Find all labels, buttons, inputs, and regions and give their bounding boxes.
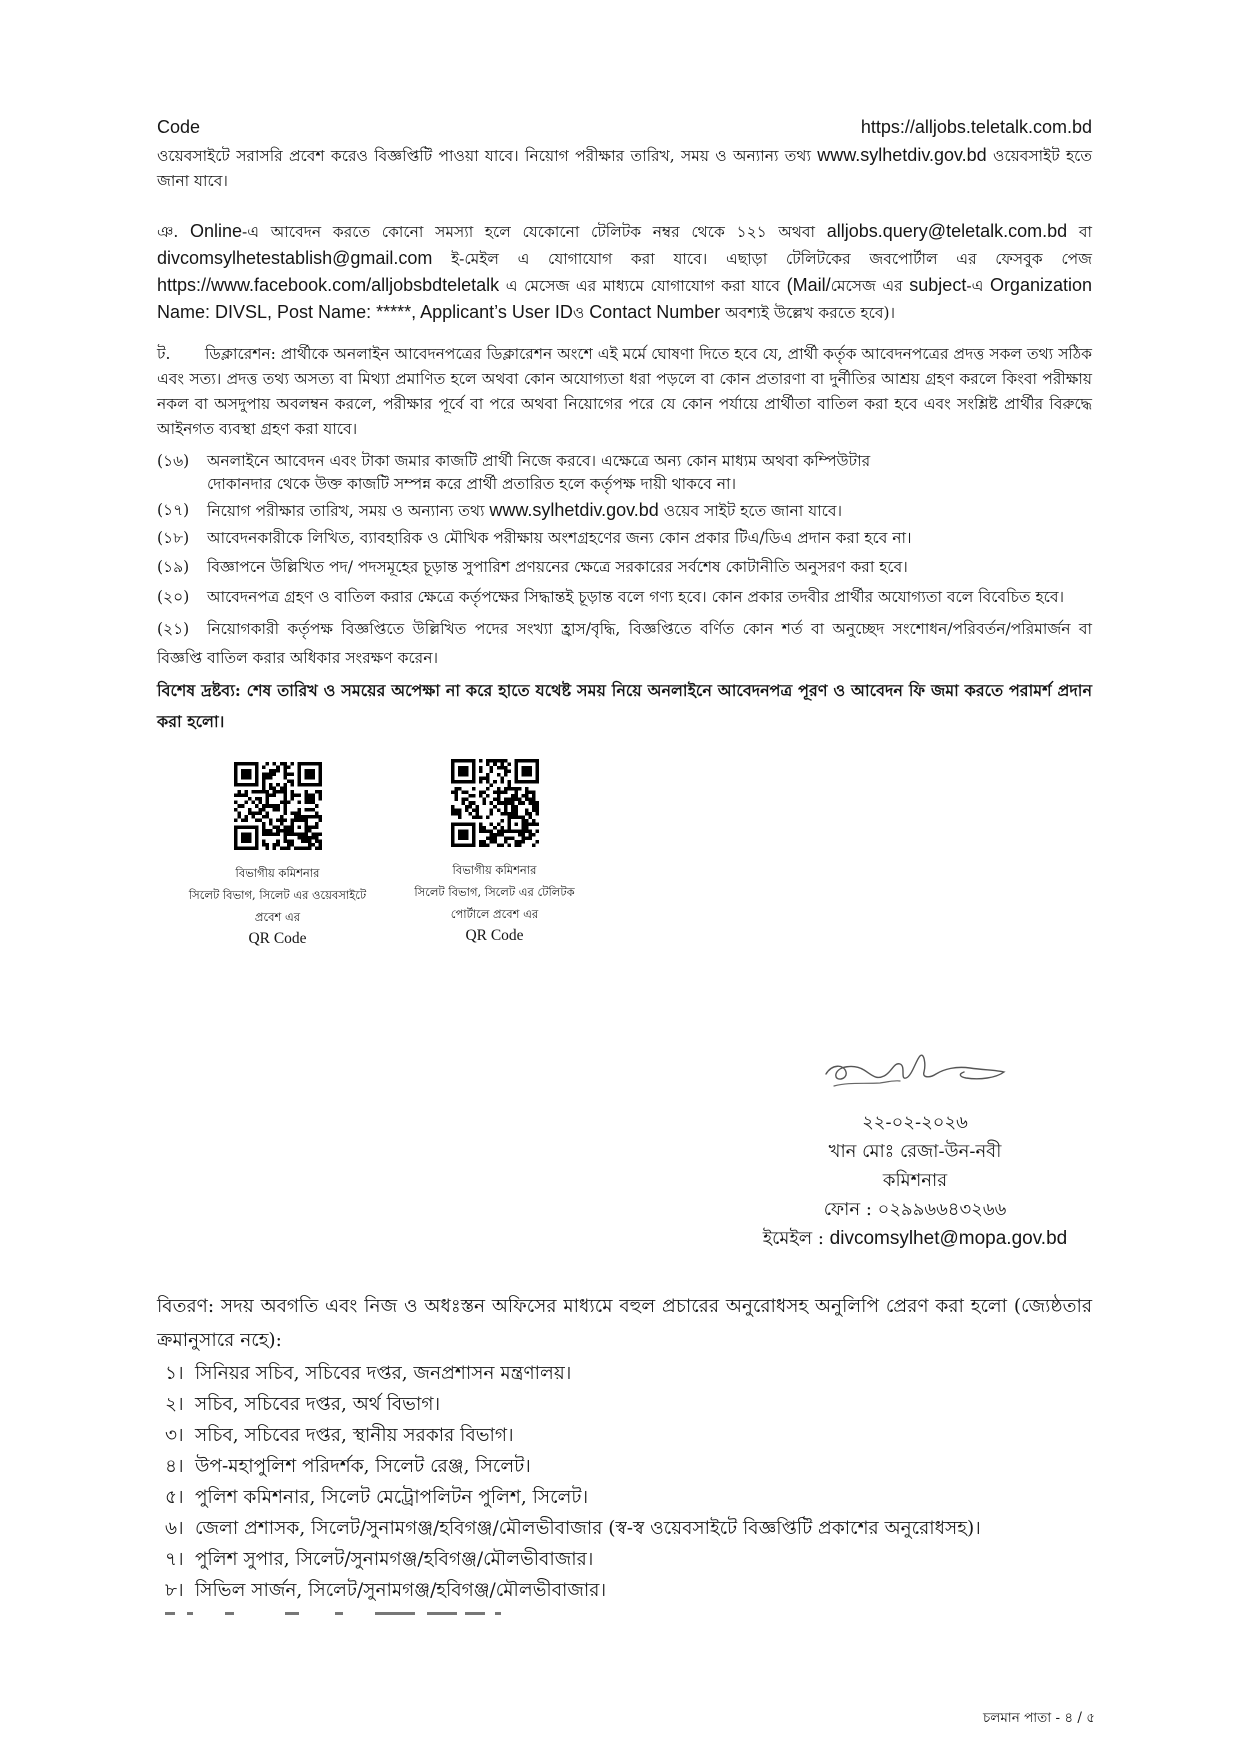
paragraph-text: অবশ্যই উল্লেখ করতে হবে)। bbox=[720, 304, 896, 322]
paragraph-nya bbox=[157, 218, 1092, 326]
condition-21 bbox=[157, 615, 1092, 673]
recipient-item bbox=[157, 1451, 1092, 1482]
condition-number: (১৭) bbox=[157, 501, 190, 519]
recipient-number: ৫। bbox=[165, 1487, 184, 1508]
qr-code-website bbox=[234, 762, 322, 850]
paragraph-label: ট. bbox=[157, 345, 171, 363]
intro-text-end: ওয়েবসাইট হতে জানা যাবে। bbox=[157, 147, 1092, 190]
condition-text: নিয়োগকারী কর্তৃপক্ষ বিজ্ঞপ্তিতে উল্লিখিত পদের সংখ্যা হ্রাস/বৃদ্ধি, বিজ্ঞপ্তিতে বর্ণিত কোন শর্ত বা অনুচ্ছেদ সংশোধন/পরিবর্তন/পরিমার্জন বা বিজ্ঞপ্তি বাতিল করার অধিকার সংরক্ষণ করেন। bbox=[157, 620, 1092, 667]
online-word: Online bbox=[190, 221, 243, 241]
page-indicator: চলমান পাতা - ৪ / ৫ bbox=[982, 1710, 1095, 1726]
qr-code-teletalk bbox=[451, 759, 539, 847]
condition-text-part: ওয়েব সাইট হতে জানা যাবে। bbox=[658, 502, 843, 520]
condition-text-part: নিয়োগ পরীক্ষার তারিখ, সময় ও অন্যান্য তথ্য bbox=[207, 502, 490, 520]
qr-caption-line: বিভাগীয় কমিশনার bbox=[452, 863, 537, 877]
qr-caption-line: সিলেট বিভাগ, সিলেট এর টেলিটক bbox=[414, 885, 575, 899]
recipient-text: সিভিল সার্জন, সিলেট/সুনামগঞ্জ/হবিগঞ্জ/মৌলভীবাজার। bbox=[195, 1580, 607, 1601]
recipient-item bbox=[157, 1482, 1092, 1513]
condition-text: বিজ্ঞাপনে উল্লিখিত পদ/ পদসমূহের চূড়ান্ত সুপারিশ প্রণয়নের ক্ষেত্রে সরকারের সর্বশেষ কোটানীতি অনুসরণ করা হবে। bbox=[207, 558, 908, 576]
recipient-text: সচিব, সচিবের দপ্তর, অর্থ বিভাগ। bbox=[195, 1394, 441, 1415]
qr-modules bbox=[234, 762, 322, 850]
condition-20 bbox=[157, 585, 1092, 609]
qr-caption bbox=[170, 862, 385, 950]
condition-line: অনলাইনে আবেদন এবং টাকা জমার কাজটি প্রার্থী নিজে করবে। এক্ষেত্রে অন্য কোন মাধ্যম অথবা কম্পিউটার bbox=[207, 452, 871, 470]
signatory-phone bbox=[730, 1195, 1100, 1224]
distribution-section bbox=[157, 1290, 1092, 1606]
qr-block-teletalk bbox=[387, 759, 602, 947]
cut-off-url: https://alljobs.teletalk.com.bd bbox=[860, 117, 1092, 137]
distribution-heading: বিতরণ: সদয় অবগতি এবং নিজ ও অধঃস্তন অফিসের মাধ্যমে বহুল প্রচারের অনুরোধসহ অনুলিপি প্রেরণ করা হলো (জ্যেষ্ঠতার ক্রমানুসারে নহে): bbox=[157, 1296, 1092, 1351]
website-url: www.sylhetdiv.gov.bd bbox=[817, 145, 987, 165]
condition-number: (১৬) bbox=[157, 452, 190, 470]
paragraph-text: -এ bbox=[966, 277, 990, 295]
condition-text bbox=[207, 450, 1092, 496]
website-url: www.sylhetdiv.gov.bd bbox=[489, 500, 659, 520]
recipient-text: জেলা প্রশাসক, সিলেট/সুনামগঞ্জ/হবিগঞ্জ/মৌলভীবাজার (স্ব-স্ব ওয়েবসাইটে বিজ্ঞপ্তিটি প্রকাশের অনুরোধসহ)। bbox=[195, 1518, 981, 1539]
signature-date: ২২-০২-২০২৬ bbox=[862, 1112, 968, 1133]
qr-modules bbox=[451, 759, 539, 847]
recipient-text: সচিব, সচিবের দপ্তর, স্থানীয় সরকার বিভাগ। bbox=[195, 1425, 514, 1446]
cut-off-start-text: Code bbox=[157, 117, 201, 137]
paragraph-text: বা bbox=[1067, 223, 1092, 241]
signatory-email bbox=[730, 1224, 1100, 1253]
recipient-text: পুলিশ সুপার, সিলেট/সুনামগঞ্জ/হবিগঞ্জ/মৌলভীবাজার। bbox=[195, 1549, 594, 1570]
upper-text-block bbox=[157, 117, 1092, 952]
paragraph-text: ই-মেইল এ যোগাযোগ করা যাবে। এছাড়া টেলিটকের জবপোর্টাল এর ফেসবুক পেজ bbox=[432, 250, 1092, 268]
qr-caption-line: সিলেট বিভাগ, সিলেট এর ওয়েবসাইটে bbox=[188, 888, 367, 902]
qr-label: QR Code bbox=[248, 930, 307, 947]
recipient-item bbox=[157, 1389, 1092, 1420]
recipient-number: ৬। bbox=[165, 1518, 184, 1539]
signatory-designation: কমিশনার bbox=[882, 1170, 948, 1191]
condition-text bbox=[207, 498, 1092, 523]
recipient-text: সিনিয়র সচিব, সচিবের দপ্তর, জনপ্রশাসন মন্ত্রণালয়। bbox=[195, 1363, 572, 1384]
phone-number: ০২৯৯৬৬৪৩২৬৬ bbox=[877, 1199, 1007, 1220]
signature-block bbox=[730, 1050, 1100, 1253]
cut-off-bottom-line bbox=[165, 1612, 545, 1617]
recipient-number: ৭। bbox=[165, 1549, 184, 1570]
special-note: বিশেষ দ্রষ্টব্য: শেষ তারিখ ও সময়ের অপেক্ষা না করে হাতে যথেষ্ট সময় নিয়ে অনলাইনে আবেদনপত্র পূরণ ও আবেদন ফি জমা করতে পরামর্শ প্রদান করা হলো। bbox=[157, 681, 1092, 731]
condition-number: (১৯) bbox=[157, 558, 190, 576]
recipient-text: উপ-মহাপুলিশ পরিদর্শক, সিলেট রেঞ্জ, সিলেট। bbox=[195, 1456, 531, 1477]
recipient-item bbox=[157, 1544, 1092, 1575]
signatory-name: খান মোঃ রেজা-উন-নবী bbox=[828, 1141, 1002, 1162]
declaration-text: ডিক্লারেশন: প্রার্থীকে অনলাইন আবেদনপত্রের ডিক্লারেশন অংশে এই মর্মে ঘোষণা দিতে হবে যে, প্রার্থী কর্তৃক আবেদনপত্রের প্রদত্ত সকল তথ্য সঠিক এবং সত্য। প্রদত্ত তথ্য অসত্য বা মিথ্যা প্রমাণিত হলে অথবা কোন অযোগ্যতা ধরা পড়লে বা কোন প্রতারণা বা দুর্নীতির আশ্রয় গ্রহণ করলে কিংবা পরীক্ষায় নকল বা অসদুপায় অবলম্বন করলে, পরীক্ষার পূর্বে বা পরে অথবা নিয়োগের পরে যে কোন পর্যায়ে প্রার্থীতা বাতিল করা হবে এবং সংশ্লিষ্ট প্রার্থীর বিরুদ্ধে আইনগত ব্যবস্থা গ্রহণ করা যাবে। bbox=[157, 345, 1092, 438]
condition-16 bbox=[157, 450, 1092, 496]
paragraph-declaration bbox=[157, 342, 1092, 442]
condition-line: দোকানদার থেকে উক্ত কাজটি সম্পন্ন করে প্রার্থী প্রতারিত হলে কর্তৃপক্ষ দায়ী থাকবে না। bbox=[207, 475, 737, 493]
email-address: divcomsylhet@mopa.gov.bd bbox=[829, 1228, 1068, 1249]
recipient-number: ২। bbox=[165, 1394, 184, 1415]
organization-details: Organization Name: DIVSL, Post Name: *****, Applicant’s User ID bbox=[157, 275, 1092, 322]
recipient-item bbox=[157, 1513, 1092, 1544]
recipient-number: ৮। bbox=[165, 1580, 184, 1601]
recipient-number: ৩। bbox=[165, 1425, 184, 1446]
recipient-item bbox=[157, 1575, 1092, 1606]
recipient-item bbox=[157, 1420, 1092, 1451]
recipient-text: পুলিশ কমিশনার, সিলেট মেট্রোপলিটন পুলিশ, সিলেট। bbox=[195, 1487, 589, 1508]
condition-18 bbox=[157, 526, 1092, 550]
intro-paragraph bbox=[157, 143, 1092, 194]
qr-caption bbox=[387, 859, 602, 947]
paragraph-text: এ মেসেজ এর মাধ্যমে যোগাযোগ করা যাবে bbox=[499, 277, 787, 295]
paragraph-label: ঞ. bbox=[157, 223, 191, 241]
establishment-email: divcomsylhetestablish@gmail.com bbox=[157, 248, 433, 268]
cut-off-top-line bbox=[157, 117, 1092, 139]
mail-word: (Mail/ bbox=[786, 275, 831, 295]
condition-number: (১৮) bbox=[157, 529, 190, 547]
condition-text: আবেদনকারীকে লিখিত, ব্যাবহারিক ও মৌখিক পরীক্ষায় অংশগ্রহণের জন্য কোন প্রকার টিএ/ডিএ প্রদান করা হবে না। bbox=[207, 529, 912, 547]
qr-caption-line: প্রবেশ এর bbox=[254, 910, 301, 924]
qr-caption-line: বিভাগীয় কমিশনার bbox=[235, 866, 320, 880]
query-email: alljobs.query@teletalk.com.bd bbox=[826, 221, 1068, 241]
recipient-number: ১। bbox=[165, 1363, 184, 1384]
paragraph-text: -এ আবেদন করতে কোনো সমস্যা হলে যেকোনো টেলিটক নম্বর থেকে ১২১ অথবা bbox=[242, 223, 827, 241]
qr-code-section bbox=[157, 762, 1092, 952]
condition-number: (২০) bbox=[157, 588, 190, 606]
contact-number-word: Contact Number bbox=[589, 302, 721, 322]
paragraph-text: মেসেজ এর bbox=[830, 277, 910, 295]
facebook-url: https://www.facebook.com/alljobsbdteletalk bbox=[157, 275, 500, 295]
condition-number: (২১) bbox=[157, 620, 190, 638]
qr-block-website bbox=[170, 762, 385, 950]
signature bbox=[820, 1050, 1010, 1094]
email-label: ইমেইল : bbox=[762, 1228, 830, 1249]
qr-label: QR Code bbox=[465, 927, 524, 944]
subject-word: subject bbox=[909, 275, 967, 295]
recipient-item bbox=[157, 1358, 1092, 1389]
paragraph-text: ও bbox=[572, 304, 590, 322]
condition-17 bbox=[157, 498, 1092, 523]
condition-text: আবেদনপত্র গ্রহণ ও বাতিল করার ক্ষেত্রে কর্তৃপক্ষের সিদ্ধান্তই চূড়ান্ত বলে গণ্য হবে। কোন প্রকার তদবীর প্রার্থীর অযোগ্যতা বলে বিবেচিত হবে। bbox=[207, 588, 1065, 606]
qr-caption-line: পোর্টালে প্রবেশ এর bbox=[450, 907, 539, 921]
condition-19 bbox=[157, 555, 1092, 579]
phone-label: ফোন : bbox=[823, 1199, 878, 1220]
recipient-number: ৪। bbox=[165, 1456, 184, 1477]
intro-text: ওয়েবসাইটে সরাসরি প্রবেশ করেও বিজ্ঞপ্তিটি পাওয়া যাবে। নিয়োগ পরীক্ষার তারিখ, সময় ও অন্যান্য তথ্য bbox=[157, 147, 818, 165]
